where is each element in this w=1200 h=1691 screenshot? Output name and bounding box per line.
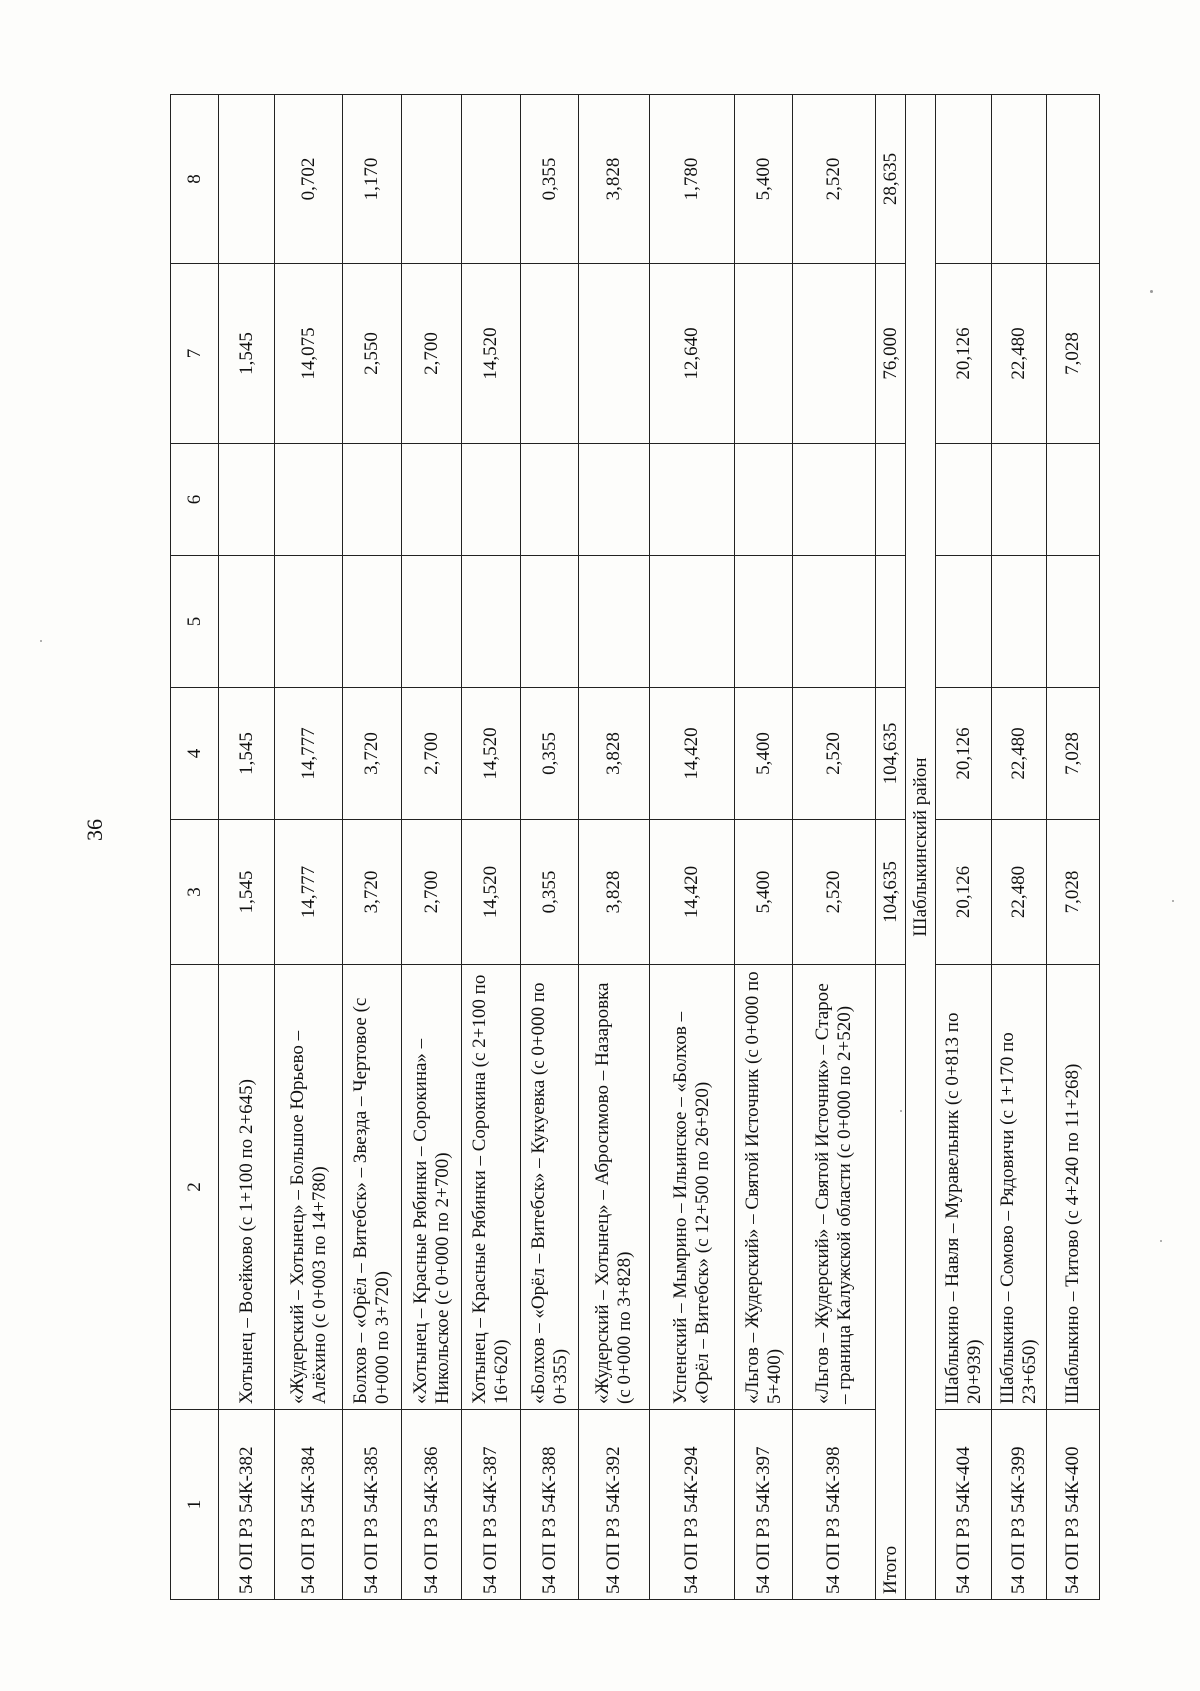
total-value-col-8: 28,635 xyxy=(875,95,905,264)
road-name-cell: «Льгов – Жудерский» – Святой Источник» – Старое – граница Калужской области (с 0+000 по 2+520) xyxy=(793,965,876,1410)
table-row xyxy=(579,95,650,1600)
table-row xyxy=(936,95,991,1600)
value-cell-col-5 xyxy=(520,556,579,688)
value-cell-col-6 xyxy=(401,444,462,556)
value-cell-col-8: 0,702 xyxy=(274,95,343,264)
value-cell-col-4: 14,520 xyxy=(462,688,521,820)
value-cell-col-3: 14,777 xyxy=(274,820,343,965)
value-cell-col-4: 14,777 xyxy=(274,688,343,820)
value-cell-col-5 xyxy=(991,556,1046,688)
page-number: 36 xyxy=(82,819,107,841)
value-cell-col-5 xyxy=(219,556,274,688)
total-value-col-7: 76,000 xyxy=(875,264,905,444)
road-id-cell: 54 ОП РЗ 54К-384 xyxy=(274,1410,343,1600)
value-cell-col-7: 1,545 xyxy=(219,264,274,444)
scan-speck xyxy=(1150,290,1153,293)
value-cell-col-7: 12,640 xyxy=(650,264,735,444)
road-id-cell: 54 ОП РЗ 54К-404 xyxy=(936,1410,991,1600)
value-cell-col-5 xyxy=(734,556,793,688)
value-cell-col-4: 0,355 xyxy=(520,688,579,820)
road-id-cell: 54 ОП РЗ 54К-388 xyxy=(520,1410,579,1600)
value-cell-col-8: 0,355 xyxy=(520,95,579,264)
value-cell-col-5 xyxy=(401,556,462,688)
value-cell-col-4: 20,126 xyxy=(936,688,991,820)
column-number-7: 7 xyxy=(171,264,219,444)
value-cell-col-6 xyxy=(274,444,343,556)
value-cell-col-6 xyxy=(1047,444,1100,556)
road-name-cell: Болхов – «Орёл – Витебск» – Звезда – Чертовое (с 0+000 по 3+720) xyxy=(343,965,402,1410)
value-cell-col-3: 2,520 xyxy=(793,820,876,965)
value-cell-col-7 xyxy=(520,264,579,444)
scan-speck xyxy=(40,640,42,642)
road-name-cell: Шаблыкино – Сомово – Рядовичи (с 1+170 по 23+650) xyxy=(991,965,1046,1410)
value-cell-col-6 xyxy=(579,444,650,556)
total-value-col-5 xyxy=(875,556,905,688)
value-cell-col-5 xyxy=(462,556,521,688)
value-cell-col-3: 20,126 xyxy=(936,820,991,965)
total-value-col-3: 104,635 xyxy=(875,820,905,965)
table-row xyxy=(793,95,876,1600)
road-name-cell: Шаблыкино – Навля – Муравельник (с 0+813 по 20+939) xyxy=(936,965,991,1410)
table-row xyxy=(343,95,402,1600)
column-number-5: 5 xyxy=(171,556,219,688)
road-name-cell: Успенский – Мымрино – Ильинское – «Болхов – «Орёл – Витебск» (с 12+500 по 26+920) xyxy=(650,965,735,1410)
road-name-cell: «Льгов – Жудерский» – Святой Источник (с 0+000 по 5+400) xyxy=(734,965,793,1410)
value-cell-col-8 xyxy=(991,95,1046,264)
value-cell-col-4: 3,720 xyxy=(343,688,402,820)
value-cell-col-7: 7,028 xyxy=(1047,264,1100,444)
value-cell-col-7 xyxy=(734,264,793,444)
total-value-col-4: 104,635 xyxy=(875,688,905,820)
value-cell-col-8: 1,170 xyxy=(343,95,402,264)
road-name-cell: Хотынец – Воейково (с 1+100 по 2+645) xyxy=(219,965,274,1410)
scan-speck xyxy=(1160,1240,1162,1242)
value-cell-col-6 xyxy=(650,444,735,556)
value-cell-col-7 xyxy=(579,264,650,444)
road-name-cell: Шаблыкино – Титово (с 4+240 по 11+268) xyxy=(1047,965,1100,1410)
table-row xyxy=(274,95,343,1600)
table-row xyxy=(734,95,793,1600)
road-id-cell: 54 ОП РЗ 54К-398 xyxy=(793,1410,876,1600)
column-number-2: 2 xyxy=(171,965,219,1410)
value-cell-col-8 xyxy=(401,95,462,264)
value-cell-col-3: 7,028 xyxy=(1047,820,1100,965)
road-name-cell: «Хотынец – Красные Рябинки – Сорокина» – Никольское (с 0+000 по 2+700) xyxy=(401,965,462,1410)
value-cell-col-3: 3,720 xyxy=(343,820,402,965)
column-number-3: 3 xyxy=(171,820,219,965)
road-id-cell: 54 ОП РЗ 54К-294 xyxy=(650,1410,735,1600)
value-cell-col-5 xyxy=(274,556,343,688)
value-cell-col-5 xyxy=(793,556,876,688)
table-row xyxy=(991,95,1046,1600)
total-value-col-6 xyxy=(875,444,905,556)
section-title: Шаблыкинский район xyxy=(906,95,936,1600)
value-cell-col-6 xyxy=(462,444,521,556)
table-row xyxy=(219,95,274,1600)
value-cell-col-7: 22,480 xyxy=(991,264,1046,444)
value-cell-col-7: 2,550 xyxy=(343,264,402,444)
road-name-cell: «Болхов – «Орёл – Витебск» – Кукуевка (с 0+000 по 0+355) xyxy=(520,965,579,1410)
road-id-cell: 54 ОП РЗ 54К-385 xyxy=(343,1410,402,1600)
value-cell-col-6 xyxy=(734,444,793,556)
value-cell-col-7 xyxy=(793,264,876,444)
value-cell-col-6 xyxy=(520,444,579,556)
value-cell-col-4: 1,545 xyxy=(219,688,274,820)
column-number-6: 6 xyxy=(171,444,219,556)
table-row xyxy=(1047,95,1100,1600)
column-number-8: 8 xyxy=(171,95,219,264)
road-id-cell: 54 ОП РЗ 54К-397 xyxy=(734,1410,793,1600)
section-row xyxy=(906,95,936,1600)
value-cell-col-8 xyxy=(219,95,274,264)
value-cell-col-7: 20,126 xyxy=(936,264,991,444)
value-cell-col-5 xyxy=(650,556,735,688)
value-cell-col-6 xyxy=(219,444,274,556)
value-cell-col-3: 14,520 xyxy=(462,820,521,965)
value-cell-col-8: 5,400 xyxy=(734,95,793,264)
road-id-cell: 54 ОП РЗ 54К-387 xyxy=(462,1410,521,1600)
value-cell-col-4: 3,828 xyxy=(579,688,650,820)
total-label: Итого xyxy=(875,965,905,1600)
value-cell-col-8 xyxy=(1047,95,1100,264)
road-name-cell: «Жудерский – Хотынец» – Большое Юрьево – Алёхино (с 0+003 по 14+780) xyxy=(274,965,343,1410)
value-cell-col-3: 3,828 xyxy=(579,820,650,965)
scan-speck xyxy=(1172,900,1174,902)
value-cell-col-8 xyxy=(462,95,521,264)
value-cell-col-7: 2,700 xyxy=(401,264,462,444)
value-cell-col-7: 14,520 xyxy=(462,264,521,444)
value-cell-col-4: 22,480 xyxy=(991,688,1046,820)
value-cell-col-3: 14,420 xyxy=(650,820,735,965)
value-cell-col-3: 0,355 xyxy=(520,820,579,965)
value-cell-col-6 xyxy=(991,444,1046,556)
value-cell-col-7: 14,075 xyxy=(274,264,343,444)
value-cell-col-3: 2,700 xyxy=(401,820,462,965)
value-cell-col-3: 22,480 xyxy=(991,820,1046,965)
value-cell-col-8: 3,828 xyxy=(579,95,650,264)
value-cell-col-3: 5,400 xyxy=(734,820,793,965)
table-row xyxy=(401,95,462,1600)
road-id-cell: 54 ОП РЗ 54К-400 xyxy=(1047,1410,1100,1600)
value-cell-col-6 xyxy=(793,444,876,556)
value-cell-col-4: 7,028 xyxy=(1047,688,1100,820)
road-id-cell: 54 ОП РЗ 54К-399 xyxy=(991,1410,1046,1600)
total-row xyxy=(875,95,905,1600)
value-cell-col-8: 1,780 xyxy=(650,95,735,264)
value-cell-col-5 xyxy=(579,556,650,688)
value-cell-col-8 xyxy=(936,95,991,264)
header-row xyxy=(171,95,219,1600)
road-id-cell: 54 ОП РЗ 54К-386 xyxy=(401,1410,462,1600)
value-cell-col-8: 2,520 xyxy=(793,95,876,264)
road-name-cell: Хотынец – Красные Рябинки – Сорокина (с 2+100 по 16+620) xyxy=(462,965,521,1410)
value-cell-col-4: 2,700 xyxy=(401,688,462,820)
column-number-1: 1 xyxy=(171,1410,219,1600)
value-cell-col-5 xyxy=(936,556,991,688)
value-cell-col-3: 1,545 xyxy=(219,820,274,965)
value-cell-col-4: 14,420 xyxy=(650,688,735,820)
value-cell-col-6 xyxy=(343,444,402,556)
column-number-4: 4 xyxy=(171,688,219,820)
value-cell-col-5 xyxy=(343,556,402,688)
table-row xyxy=(650,95,735,1600)
value-cell-col-6 xyxy=(936,444,991,556)
roads-table xyxy=(170,94,1100,1600)
scan-speck xyxy=(900,1110,902,1112)
table-row xyxy=(462,95,521,1600)
road-id-cell: 54 ОП РЗ 54К-382 xyxy=(219,1410,274,1600)
value-cell-col-4: 2,520 xyxy=(793,688,876,820)
value-cell-col-5 xyxy=(1047,556,1100,688)
table-row xyxy=(520,95,579,1600)
road-id-cell: 54 ОП РЗ 54К-392 xyxy=(579,1410,650,1600)
road-name-cell: «Жудерский – Хотынец» – Абросимово – Назаровка (с 0+000 по 3+828) xyxy=(579,965,650,1410)
value-cell-col-4: 5,400 xyxy=(734,688,793,820)
